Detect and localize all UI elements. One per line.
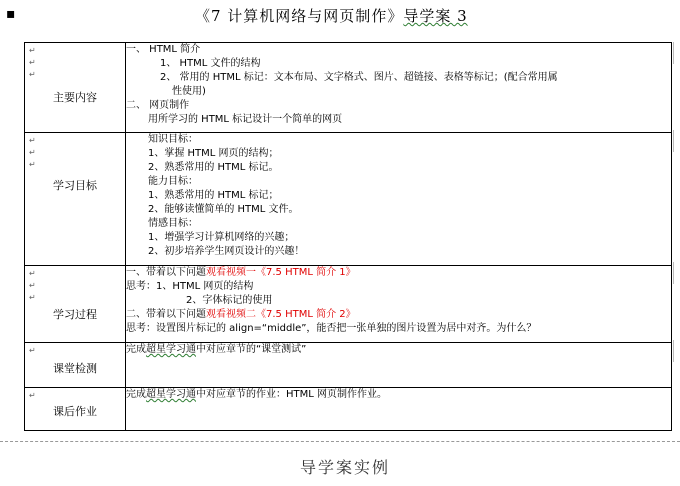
paragraph-marks: ↵ ↵ ↵ (29, 269, 36, 302)
content-line: 性使用) (172, 86, 206, 97)
content-line: 2、熟悉常用的 HTML 标记。 (148, 162, 279, 173)
table-row (25, 266, 672, 343)
platform-name: 超星学习通 (146, 344, 196, 355)
task-prefix: 二、带着以下问题 (126, 309, 206, 320)
margin-marker (673, 42, 674, 64)
content-line: 情感目标： (148, 218, 198, 229)
document-title (195, 5, 468, 26)
text-span: 完成 (126, 344, 146, 355)
content-line (126, 308, 671, 322)
video-link-2[interactable]: 观看视频二《7.5 HTML 简介 2》 (206, 309, 356, 320)
row-content-cell (126, 388, 672, 431)
row-content-cell (126, 43, 672, 133)
content-line: 1、增强学习计算机网络的兴趣； (148, 232, 295, 243)
page-break-line (0, 441, 680, 442)
content-line: 1、熟悉常用的 HTML 标记； (148, 190, 279, 201)
title-main: 《7 计算机网络与网页制作》 (195, 7, 404, 25)
content-line: 思考：1、HTML 网页的结构 (126, 281, 254, 292)
content-line (126, 266, 671, 280)
footer-caption: 导学案实例 (300, 458, 391, 477)
row-content-cell (126, 343, 672, 388)
content-line: 1、 HTML 文件的结构 (160, 58, 261, 69)
row-label-cell (25, 43, 126, 133)
margin-marker (673, 130, 674, 152)
table-row (25, 43, 672, 133)
paragraph-marks: ↵ (29, 346, 36, 355)
text-span: 完成 (126, 389, 146, 400)
margin-marker (673, 340, 674, 362)
content-line (126, 343, 671, 357)
text-span: 中对应章节的“课堂测试” (196, 344, 307, 355)
row-label-cell (25, 388, 126, 431)
content-line: 1、掌握 HTML 网页的结构； (148, 148, 279, 159)
row-label: 课堂检测 (53, 362, 97, 375)
content-line (126, 388, 671, 402)
platform-name: 超星学习通 (146, 389, 196, 400)
task-prefix: 一、带着以下问题 (126, 267, 206, 278)
row-label: 学习过程 (53, 308, 97, 321)
margin-marker (673, 262, 674, 284)
bullet-marker: ▪ (6, 6, 16, 22)
row-content-cell (126, 266, 672, 343)
table-row (25, 133, 672, 266)
paragraph-marks: ↵ ↵ ↵ (29, 136, 36, 169)
content-line: 2、能够读懂简单的 HTML 文件。 (148, 204, 299, 215)
row-label-cell (25, 133, 126, 266)
content-line: 2、字体标记的使用 (186, 295, 273, 306)
content-line: 能力目标： (148, 176, 198, 187)
row-content-cell (126, 133, 672, 266)
content-line: 思考：设置图片标记的 align=“middle”，能否把一张单独的图片设置为居中对齐。为什么？ (126, 323, 537, 334)
paragraph-marks: ↵ ↵ ↵ (29, 46, 36, 79)
table-row (25, 388, 672, 431)
content-line: 一、 HTML 简介 (126, 44, 201, 55)
table-row (25, 343, 672, 388)
content-line: 2、 常用的 HTML 标记：文本布局、文字格式、图片、超链接、表格等标记；(配合常用属 (160, 72, 558, 83)
text-span: 中对应章节的作业：HTML 网页制作作业。 (196, 389, 388, 400)
row-label-cell (25, 343, 126, 388)
row-label: 课后作业 (53, 405, 97, 418)
row-label: 学习目标 (53, 179, 97, 192)
row-label: 主要内容 (53, 91, 97, 104)
content-line: 知识目标： (148, 134, 198, 145)
content-line: 二、 网页制作 (126, 100, 190, 111)
content-line: 用所学习的 HTML 标记设计一个简单的网页 (148, 114, 343, 125)
title-suffix: 导学案 3 (403, 7, 468, 25)
row-label-cell (25, 266, 126, 343)
video-link-1[interactable]: 观看视频一《7.5 HTML 简介 1》 (206, 267, 356, 278)
lesson-plan-table (24, 42, 672, 431)
content-line: 2、初步培养学生网页设计的兴趣！ (148, 246, 305, 257)
paragraph-marks: ↵ (29, 391, 36, 400)
